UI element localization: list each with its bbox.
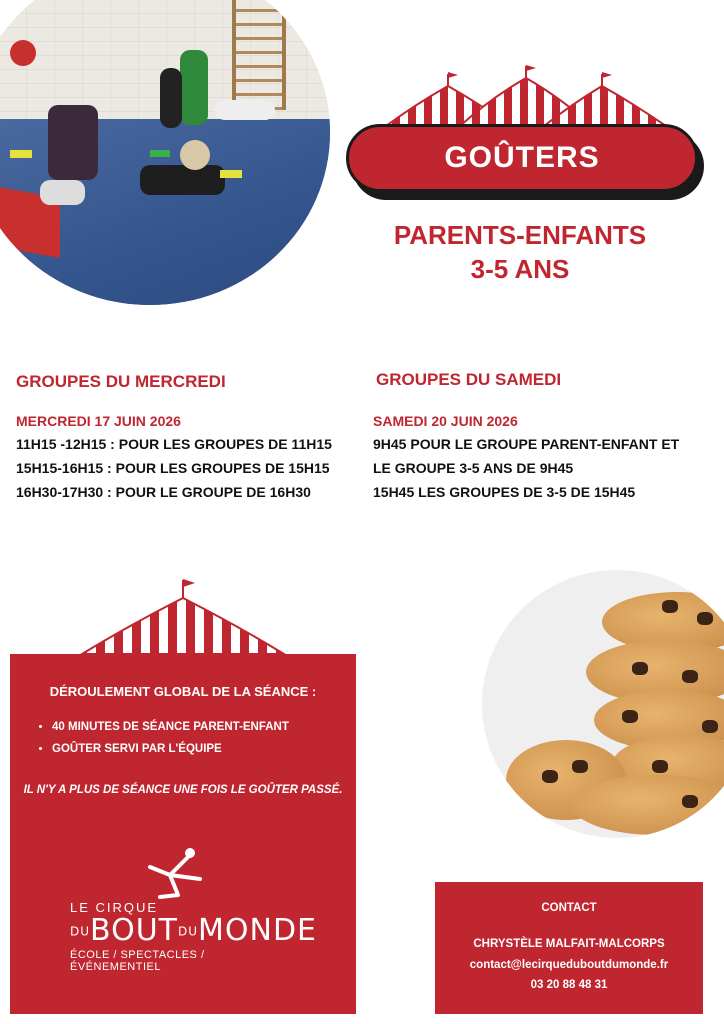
wednesday-date: MERCREDI 17 JUIN 2026	[16, 413, 181, 429]
list-item: • GOÛTER SERVI PAR L'ÉQUIPE	[52, 738, 289, 760]
info-note: IL N'Y A PLUS DE SÉANCE UNE FOIS LE GOÛTER PASSÉ.	[23, 784, 343, 796]
schedule-line: 15H45 LES GROUPES DE 3-5 DE 15H45	[373, 484, 636, 500]
logo-line-1: LE CIRQUE	[70, 900, 159, 915]
schedule-line: 16H30-17H30 : POUR LE GROUPE DE 16H30	[16, 484, 311, 500]
info-list	[32, 716, 289, 760]
logo-bout: BOUT	[90, 913, 178, 948]
schedule-line: 15H15-16H15 : POUR LES GROUPES DE 15H15	[16, 460, 330, 476]
wednesday-schedule	[16, 432, 332, 504]
contact-box	[435, 882, 703, 1014]
info-heading: DÉROULEMENT GLOBAL DE LA SÉANCE :	[49, 684, 317, 699]
subtitle	[350, 218, 690, 286]
contact-email[interactable]: contact@lecirqueduboutdumonde.fr	[469, 959, 669, 971]
saturday-title: GROUPES DU SAMEDI	[376, 370, 562, 389]
subtitle-line-1: PARENTS-ENFANTS	[393, 220, 647, 250]
subtitle-line-2: 3-5 ANS	[470, 254, 570, 284]
acrobat-icon	[130, 845, 220, 905]
logo-tagline: ÉCOLE / SPECTACLES / ÉVÉNEMENTIEL	[70, 949, 205, 973]
schedule-line: 11H15 -12H15 : POUR LES GROUPES DE 11H15	[16, 436, 332, 452]
list-item: • 40 MINUTES DE SÉANCE PARENT-ENFANT	[52, 716, 289, 738]
logo-du-2: DU	[177, 924, 199, 939]
saturday-schedule	[373, 432, 679, 504]
logo-du-1: DU	[70, 924, 91, 939]
cookies-photo	[482, 570, 724, 838]
cirque-logo	[70, 845, 318, 975]
logo-monde: MONDE	[198, 913, 318, 948]
saturday-date: SAMEDI 20 JUIN 2026	[373, 413, 518, 429]
contact-phone[interactable]: 03 20 88 48 31	[530, 979, 608, 991]
circus-tent-icon	[78, 578, 288, 656]
schedule-line: 9H45 POUR LE GROUPE PARENT-ENFANT ET	[373, 436, 680, 452]
contact-title: CONTACT	[541, 902, 597, 914]
contact-name: CHRYSTÈLE MALFAIT-MALCORPS	[473, 938, 665, 950]
wednesday-title: GROUPES DU MERCREDI	[16, 372, 226, 391]
schedule-line: LE GROUPE 3-5 ANS DE 9H45	[373, 460, 574, 476]
page-title: GOÛTERS	[346, 124, 698, 192]
gym-photo	[0, 0, 330, 305]
logo-wordmark	[70, 913, 317, 948]
